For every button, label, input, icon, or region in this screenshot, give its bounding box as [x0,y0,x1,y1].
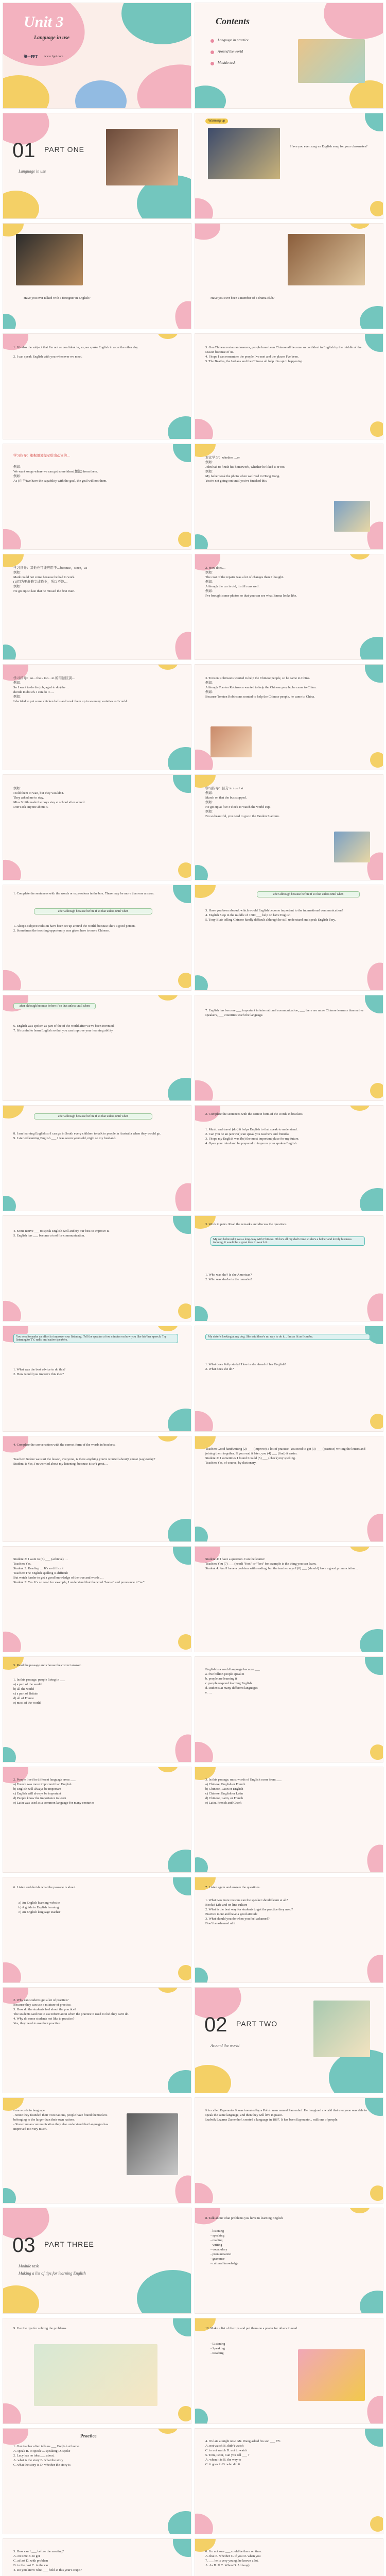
part-two-photo [313,2001,370,2057]
reading-slide [3,2097,191,2204]
slide-text: 1. It's also the subject that I'm not so confident in, so, we spoke English in a car the other day. 2. I can speak English with you whenever we meet. [13,346,139,359]
decor-blob [157,333,178,339]
exercise-slide [3,1105,191,1211]
decor-blob [171,1731,191,1762]
decor-blob [3,1105,24,1118]
exercise-question: 4. Complete the conversation with the correct form of the words in brackets. [13,1443,116,1447]
practice-slide [195,2538,383,2576]
exercise-text: 6. English was spoken as part of the of the world after we've been invented. 7. It's useful to learn English so that you can improve your learning ability. [13,1024,115,1032]
decor-blob [168,1519,191,1542]
exercise-slide [3,1546,191,1652]
decor-blob [157,1767,178,1772]
contents-bullet-icon [210,50,214,54]
exercise-text: - Listening - Speaking - Reading [210,2342,225,2355]
decor-blob [157,2428,178,2434]
decor-blob [168,747,191,770]
cover-site: www.1ppt.com [44,55,63,58]
word-box: after although because before if so that unless until when [34,1113,152,1120]
warming-question: Have you ever sung an English song for your classmates? [290,145,368,148]
decor-blob [363,2393,383,2424]
text-slide [195,333,383,439]
reading-text: - are words in language. - Since they founded their own nations, people have found themselves belonging to the larger than their own nations. - Since human communication they also understand that languages has improved too very much. [13,2109,108,2131]
decor-blob [195,1968,208,1983]
decor-blob [349,1105,370,1111]
text-slide [3,774,191,880]
decor-blob [168,1078,191,1101]
practice-slide [195,2428,383,2534]
decor-blob [137,2270,191,2314]
warming-slide-2 [3,223,191,329]
practice-text: 4. It's late at night now. Mr. Wang asked his son ___ TV. A. not watch B. didn't watch C. to not watch D. not to watch 5. Tom, Peter, Can you tell ___ ? A. when it is B. the way to C. it goes to D. who did it [205,2439,281,2466]
part-number: 02 [204,2013,227,2036]
exercise-text: Student 4: I have a question. Can the learner Teacher: You (7) ___ (need) "foot" or "feet" for example is the thing you can learn. Student 4: And I have a problem with reading, but the teacher says I (8) ___ (should) have a good pronunciation... [205,1557,358,1570]
decor-blob [195,416,215,439]
decor-blob [178,1634,191,1650]
slide-photo [334,501,370,532]
exercise-text: Teacher: Good handwriting (2) ___ (improve) a lot of practice. You need to get (3) ___ (practise) writing the letters and joining them together. If you read it later, you (4) ___ (find) it easier. Student 2: I sometimes I found I could (5) ___ (check) my spelling. Teacher: Yes, of course, by dictionary. [205,1447,365,1465]
word-box: after although because before if so that unless until when [34,908,152,914]
practice-text: 6. I'm not sure ___ could be there on time. A. that B. whether C. if you D. when you 7. ___ he is very young, he knows a lot. A. As B. If C. When D. Although [205,2550,262,2567]
exercise-text: 4. Some native ___ to speak English well and try our best to improve it. 5. English has ___ become a tool for communication. [13,1229,110,1238]
decor-blob [360,637,383,660]
decor-blob [3,75,49,109]
exercise-slide [195,1326,383,1432]
decor-blob [3,1747,16,1762]
decor-blob [349,223,370,229]
contents-item[interactable]: Around the world [218,49,243,54]
exercise-slide [195,1546,383,1652]
exercise-slide [195,1767,383,1873]
decor-blob [3,527,23,550]
text-slide [3,554,191,660]
decor-blob [195,1078,215,1101]
part-one-photo [106,129,178,185]
exercise-text: - listening - speaking - reading - writing - vocabulary - pronunciation - grammar - cultural knowledge [210,2229,238,2265]
decor-blob [195,865,208,880]
exercise-slide [3,1767,191,1873]
decor-blob [121,3,191,44]
decor-blob [173,444,191,462]
decor-blob [75,80,127,109]
decor-blob [370,2185,383,2201]
decor-blob [360,1629,383,1652]
part-subtitle: Language in use [19,169,46,174]
exercise-text: 1. What was the best advice to do this? 2. How would you improve this idea? [13,1368,66,1376]
reading-text: It is called Esperanto. It was invented by a Polish man named Zamenhof. He imagined a world that everyone was able to speak the same language, and then they will live in peace. Ludwik Lazarus Zamenhof, created a language in 1887. It has been Esperanto... millions of people. [205,2109,367,2122]
slide-text: 例如： We want songs where we can get some ideas(想法) from them. 例如： As (由于)we have the capability with the goal, the goal will not them. [13,465,107,483]
decor-blob [3,2188,16,2204]
decor-blob [168,2511,191,2534]
decor-blob [360,306,383,329]
decor-blob [3,2401,23,2424]
part-name: PART ONE [44,145,85,154]
contents-title: Contents [216,16,250,26]
module-task-slide [195,2208,383,2314]
text-slide [195,774,383,880]
warming-slide [195,113,383,219]
part-divider-slide [3,113,191,219]
decor-blob [157,995,178,1001]
exercise-slide [195,1215,383,1321]
part-name: PART TWO [236,2020,278,2028]
decor-blob [3,1629,23,1652]
warming-photo [208,128,280,179]
exercise-text: 1. What does Polly study? How is she ahead of her English? 2. What does she do? [205,1363,286,1371]
decor-blob [195,1857,208,1873]
practice-text: 3. How can I ___ before the meeting? A. on time B. to get C. at last D. with problem B. in the past C. in the car 4. Do you know what ___ hold at this year's Expo? [13,2550,82,2572]
slide-text: 学习指导：其他也可能应用于…because，since，as 例如： Mark could not come because he had to work. (1)因为要赶路完成作业，所以不能… 例如： He got up so late that he missed the first train. [13,566,87,593]
exercise-text: Teacher: Before we start the lesson, everyone, is there anything you're worried about(1) most (say) today? Student 1: Yes, I'm worried about my listening, because it isn't great… [13,1458,155,1466]
decor-blob [363,959,383,991]
decor-blob [195,2065,231,2093]
decor-blob [360,1188,383,1211]
exercise-text: 1. Alsop's subject tradition have been set up around the world, because she's a good person. 2. Sometimes the teaching opportunity was given here to more Chinese. [13,924,136,933]
decor-blob [370,421,383,437]
exercise-text: Student 3: I want to (6) ___ (achieve) … Teacher: Yes. Student 3: Reading … It's so difficult Teacher: The English spelling is difficult But watch harder to get a good knowledge of the true and words … Student 3: Yes. It's so cool. for example, I understand that the word "know" and pronounce it "no". [13,1557,146,1584]
exercise-slide [195,1105,383,1211]
decor-blob [195,534,208,550]
exercise-slide [3,1436,191,1542]
exercise-text: a) An English learning website b) A guide to English learning c) An English language teacher [19,1901,61,1914]
text-slide [3,444,191,550]
warming-question: Have you ever been a member of a drama club? [210,296,275,300]
word-box: My sister's looking at my dog. She said there's no way to do it... I'm as fit as I can be. [205,1334,370,1340]
decor-blob [370,201,383,216]
decor-blob [171,2172,191,2204]
decor-blob [370,1083,383,1098]
decor-blob [195,223,225,245]
contents-photo [298,39,365,83]
text-slide [195,554,383,660]
decor-blob [370,752,383,768]
exercise-question: 8. Talk about what problems you have in learning English [205,2216,283,2220]
decor-blob [171,298,191,329]
exercise-slide [3,995,191,1101]
slide-heading: 学习指导：根据语境提示给出动词的… [13,454,71,457]
exercise-question: 3. Work in pairs. Read the remarks and discuss the questions. [205,1223,288,1226]
decor-blob [195,2511,215,2534]
decor-blob [3,645,16,660]
decor-blob [363,1511,383,1542]
exercise-question: 6. Listen and decide what the passage is about. [13,1886,76,1889]
decor-blob [370,1414,383,1429]
task-photo [298,2349,365,2401]
cover-subtitle: Language in use [34,35,69,41]
word-box: after although because before if so that unless until when [13,1003,96,1009]
decor-blob [195,1739,215,1762]
decor-blob [178,862,191,878]
exercise-text: 3. Have you been abroad, which would English become important to the international communication? 4. English Stop in the middle of 1880 ___ help on have English 5. Tony Blair telling Chinese kindly difficult although he still understand and speak English Tory. [205,909,343,922]
decor-blob [178,973,191,988]
decor-blob [157,1436,178,1442]
decor-blob [3,1960,23,1983]
word-box: My son believed it was a long-way with Chinese. Oh he's all my dad's time so she's a helper and lovely business training, it would be a great idea to watch it. [210,1236,365,1246]
slide-photo [210,726,252,757]
decor-blob [3,1196,16,1211]
decor-blob [133,59,191,109]
practice-slide [3,2428,191,2534]
warming-photo [288,234,365,285]
module-task-slide [195,2318,383,2424]
part-subtitle: Module task [19,2264,39,2268]
slide-text: 学习指导：区分 in / on / at 例如： March on that the bus stopped. 例如： He got up at five o'clock to watch the world cup. 例如： I'm so beautiful, you need to go to the Tandon Stadium. [205,787,280,818]
cover-logo: 第一PPT [24,55,38,59]
listening-slide [195,1877,383,1983]
text-slide [195,444,383,550]
decor-blob [195,885,216,898]
decor-blob [363,1290,383,1321]
decor-blob [324,3,383,39]
exercise-slide [3,1326,191,1432]
warming-question: Have you ever talked with a foreigner in English? [24,296,91,300]
decor-blob [195,1306,208,1321]
practice-text: 1. Our teacher often tells us ___ English at home. A. speak B. to speak C. speaking D. spoke 2. Lucy has no idea ___ about. A. what is the story B. what the story C. what the story is D. whether the story is [13,2445,80,2467]
slide-text: 2. How does… 例如： The cost of the repairs was a lot of changes than I thought. 例如： Although the car is old, it still runs well. 例如： I've brought some photos so that you can see what Emma looks like. [205,566,297,598]
decor-blob [195,196,215,219]
decor-blob [195,975,208,991]
decor-blob [157,664,178,670]
text-slide [3,333,191,439]
decor-blob [3,2285,39,2314]
exercise-question: 2. Complete the sentences with the correct form of the words in brackets. [205,1112,304,1116]
exercise-question: 10. Make a list of the tips and put them on a poster for others to read. [205,2327,298,2330]
exercise-slide [195,995,383,1101]
decor-blob [370,1744,383,1760]
exercise-slide [3,885,191,991]
decor-blob [171,629,191,660]
decor-blob [363,1841,383,1873]
decor-blob [157,1987,178,1993]
exercise-text: 3. In this passage, most words of English come from ___ a) Chinese, English or French b) Chinese, Latin or English c) Chinese, English or Latin d) Chinese, Latin, or French e) Latin, French and Greek [205,1778,282,1805]
exercise-slide [195,885,383,991]
decor-blob [349,554,370,560]
contents-slide [195,3,383,109]
reading-slide [195,2097,383,2204]
decor-blob [178,532,191,547]
decor-blob [3,314,16,329]
exercise-text: 1. Who was she? Is she American? 2. Who was she/he in the remarks? [205,1273,252,1281]
listening-slide [3,1987,191,2093]
exercise-text: 8. I am learning English so I can go in South every children to talk to people in Australia when they would go. 9. I started learning English ___ I was seven years old, night so my husband. [13,1132,161,1140]
slide-text: 学习指导：so…that / too…to 的用法区别… 例如： So I want to do the job, aged to do (the… decide to do sth. I can do it…. 例如： I decided to put some chicken balls and cook them up in so many varieties as I could. [13,676,128,703]
contents-item[interactable]: Language in practice [218,38,249,42]
exercise-question: 5. Read the passage and choose the correct answer. [13,1664,82,1667]
decor-blob [178,1965,191,1980]
contents-item[interactable]: Module task [218,61,236,65]
contents-bullet-icon [210,39,214,43]
decor-blob [195,2180,215,2204]
exercise-text: 1. Music and travel (do ) it helps English to that speak to understand. 2. Can you be an (answer) can speak you teachers and friends? 3. I hope my English was (be) the most important place for my future. 4. Open your mind and be prepared to improve your spoken English. [205,1128,300,1145]
decor-blob [168,1850,191,1873]
decor-blob [3,191,39,219]
part-divider-slide [3,2208,191,2314]
decor-blob [171,1180,191,1211]
decor-blob [195,1409,215,1432]
decor-blob [178,1303,191,1319]
decor-blob [349,80,383,109]
decor-blob [168,1409,191,1432]
slide-photo [334,832,370,862]
exercise-slide [195,1436,383,1542]
decor-blob [178,2406,191,2421]
decor-blob [365,113,383,131]
decor-blob [370,2516,383,2532]
slide-text: 对比学习：whether …or 例如： John had to finish his homework, whether he liked it or not. 例如： My father took the photo when we lived in Hong Kong. You're not going out until you've finished this. [205,456,286,483]
decor-blob [349,1546,370,1552]
decor-blob [157,1326,178,1331]
word-box: after although because before if so that unless until when [257,891,360,897]
part-number: 01 [12,139,36,162]
decor-blob [3,968,23,991]
decor-blob [168,416,191,439]
exercise-slide [3,1656,191,1762]
decor-blob [195,2409,208,2424]
decor-blob [3,857,23,880]
portrait-photo [127,2113,178,2175]
text-slide [195,664,383,770]
exercise-slide [3,1215,191,1321]
module-task-slide [3,2318,191,2424]
exercise-text: 1. What two more reasons can the speaker should learn at all? Books! Life and on line culture 2. What is the best way for students to get the practice they need? Practice more and have a good attitude 3. What should you do when you feel ashamed? Don't be ashamed of it. [205,1899,293,1925]
text-slide [3,664,191,770]
decor-blob [195,1527,208,1542]
part-name: PART THREE [44,2240,94,2248]
decor-blob [3,1298,23,1321]
decor-blob [360,2291,383,2314]
exercise-text: 7. English has become ___ important in international communication, ___ there are more Chinese learners than native speakers, ___ countries teach the language. [205,1009,364,1017]
warming-tag: Warming up [205,118,228,124]
part-number: 03 [12,2234,36,2257]
word-box: You need to make an effort to improve your listening. Tell the speaker a few minutes on how you like his/ her speech. Try listening to TV, radio and native speakers. [13,1334,178,1343]
exercise-text: 2. Why can students get a lot of practice? Because they can use a mixture of practice. 3. How do the students feel about the practice? The students said not to use information when the practice it used to feel they can't do. 4. Why do some students not like to practice? Yes, they need to use their practice. [13,1998,129,2025]
warming-slide-3 [195,223,383,329]
exercise-question: 1. Complete the sentences with the words or expressions in the box. There may be more than one answer. [13,892,154,895]
slide-text: 3. Torsten Robinsons wanted to help the Chinese people, so he came to China. 例如： Although Torsten Robinsons wanted to help the Chinese people, he came to China. 例如： Because Torsten Robinsons wanted to help the Chinese people, he came to China. [205,676,317,699]
exercise-text: 2. People lived in different language areas ___ a) French was more important than English b) English will always be important c) English will always be important d) People know the importance to learn e) Latin was used as a common language for many centuries [13,1778,95,1805]
warming-photo [16,234,83,285]
decor-blob [363,1952,383,1983]
listening-slide [3,1877,191,1983]
part-subtitle-2: Making a list of tips for learning English [19,2271,86,2276]
exercise-question: 7. Listen again and answer the questions. [205,1886,260,1889]
practice-title: Practice [80,2433,97,2438]
exercise-question: 9. Use the tips for solving the problems. [13,2327,67,2330]
exercise-slide [195,1656,383,1762]
exercise-text: 1. In this passage, people living in ___ a) a part of the world b) all the world c) a part of Britain d) all of France e) most of the world [13,1678,65,1705]
practice-slide [3,2538,191,2576]
cover-slide [3,3,191,109]
decor-blob [349,2208,370,2213]
decor-blob [168,2070,191,2093]
cover-title: Unit 3 [24,13,64,30]
decor-blob [195,86,226,109]
part-divider-slide [195,1987,383,2093]
part-subtitle: Around the world [210,2043,240,2048]
contents-bullet-icon [210,62,214,65]
exercise-text: English is a world language because ___ a. five billion people speak it b. people are learning it c. people respond learning English d. students at many different languages e. … [205,1668,260,1694]
slide-text: 3. Our Chinese restaurant owners, people have been Chinese all become so confident in English by the middle of the season because of us. 4. I hope I can remember the people I've met and the places I've been. 5. The Beatles, the Indians and the Chinese all help this spirit happening. [205,346,362,363]
slide-text: 例如： I told them to wait, but they wouldn't. They asked me to stay. Miss Smith made the boys stay at school after school. Don't ask anyone about it. [13,787,85,809]
task-photo [34,2344,157,2406]
